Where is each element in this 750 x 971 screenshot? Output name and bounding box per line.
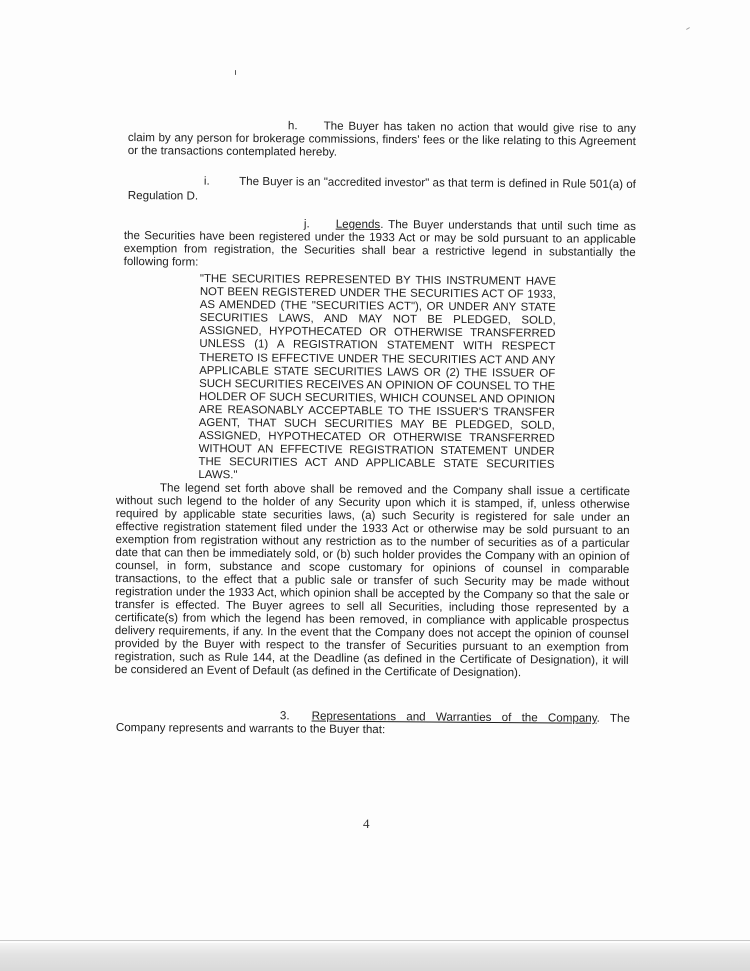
- paragraph-i: [128, 174, 636, 206]
- scan-speck: [686, 27, 690, 30]
- paragraph-legend-removal: [114, 481, 630, 680]
- paragraph-j-text-wrap: [124, 216, 636, 272]
- paragraph-i-line1-wrap: [128, 174, 636, 191]
- paragraph-h-label: h.: [287, 119, 298, 133]
- scan-bottom-band: [0, 943, 750, 971]
- section-3-heading: Representations and Warranties of the Company: [311, 709, 597, 725]
- paragraph-i-label: i.: [203, 174, 210, 188]
- scan-speck: [235, 70, 236, 75]
- paragraph-j-heading: Legends: [335, 217, 381, 232]
- paragraph-h-text-wrap: [128, 118, 636, 161]
- restrictive-legend-block: [198, 273, 556, 485]
- paragraph-h: [128, 118, 636, 161]
- paragraph-h-text: The Buyer has taken no action that would give rise to any claim by any person for brokerage commissions, finders' fees or the like relating to this Agreement or the transactions contemplated hereby.: [127, 119, 636, 159]
- paragraph-j-text: . The Buyer understands that until such time as the Securities have been registered under the 1933 Act or may be sold pursuant to an applicable exemption from registration, the Securities shall bear a restrictive legend in substantially the following form:: [123, 218, 636, 269]
- paragraph-j: [124, 216, 636, 272]
- scan-edge-line: [0, 940, 750, 941]
- section-3-text: . The Company represents and warrants to the Buyer that:: [115, 711, 630, 737]
- restrictive-legend-text: "THE SECURITIES REPRESENTED BY THIS INSTRUMENT HAVE NOT BEEN REGISTERED UNDER THE SECURITIES ACT OF 1933, AS AMENDED (THE "SECURITIES ACT"), OR UNDER ANY STATE SECURITIES LAWS, AND MAY NOT BE PLEDGED, SOLD, ASSIGNED, HYPOTHECATED OR OTHERWISE TRANSFERRED UNLESS (1) A REGISTRATION STATEMENT WITH RESPECT THERETO IS EFFECTIVE UNDER THE SECURITIES ACT AND ANY APPLICABLE STATE SECURITIES LAWS OR (2) THE ISSUER OF SUCH SECURITIES RECEIVES AN OPINION OF COUNSEL TO THE HOLDER OF SUCH SECURITIES, WHICH COUNSEL AND OPINION ARE REASONABLY ACCEPTABLE TO THE ISSUER'S TRANSFER AGENT, THAT SUCH SECURITIES MAY BE PLEDGED, SOLD, ASSIGNED, HYPOTHECATED OR OTHERWISE TRANSFERRED WITHOUT AN EFFECTIVE REGISTRATION STATEMENT UNDER THE SECURITIES ACT AND APPLICABLE STATE SECURITIES LAWS.": [198, 273, 556, 482]
- paragraph-i-text: The Buyer is an "accredited investor" as that term is defined in Rule 501(a) of: [239, 174, 636, 191]
- paragraph-i-line2: Regulation D.: [127, 188, 199, 203]
- paragraph-section-3: [116, 708, 630, 738]
- paragraph-legend-removal-text: The legend set forth above shall be removed and the Company shall issue a certificate without such legend to the holder of any Security upon which it is stamped, if, unless otherwise required by applicable state securities laws, (a) such Security is registered for sale under an effective registration statement filed under the 1933 Act or otherwise may be sold pursuant to an exemption from registration without any restriction as to the number of securities as of a particular date that can then be immediately sold, or (b) such holder provides the Company with an opinion of counsel, in form, substance and scope customary for opinions of counsel in comparable transactions, to the effect that a public sale or transfer of such Security may be made without registration under the 1933 Act, which opinion shall be accepted by the Company so that the sale or transfer is effected. The Buyer agrees to sell all Securities, including those represented by a certificate(s) from which the legend has been removed, in compliance with applicable prospectus delivery requirements, if any. In the event that the Company does not accept the opinion of counsel provided by the Buyer with respect to the transfer of Securities pursuant to an exemption from registration, such as Rule 144, at the Deadline (as defined in the Certificate of Designation), it will be considered an Event of Default (as defined in the Certificate of Designation).: [114, 481, 630, 680]
- section-3-number: 3.: [279, 709, 290, 723]
- page-number: 4: [363, 816, 370, 831]
- paragraph-3-text-wrap: [116, 708, 630, 738]
- paragraph-j-label: j.: [303, 217, 310, 231]
